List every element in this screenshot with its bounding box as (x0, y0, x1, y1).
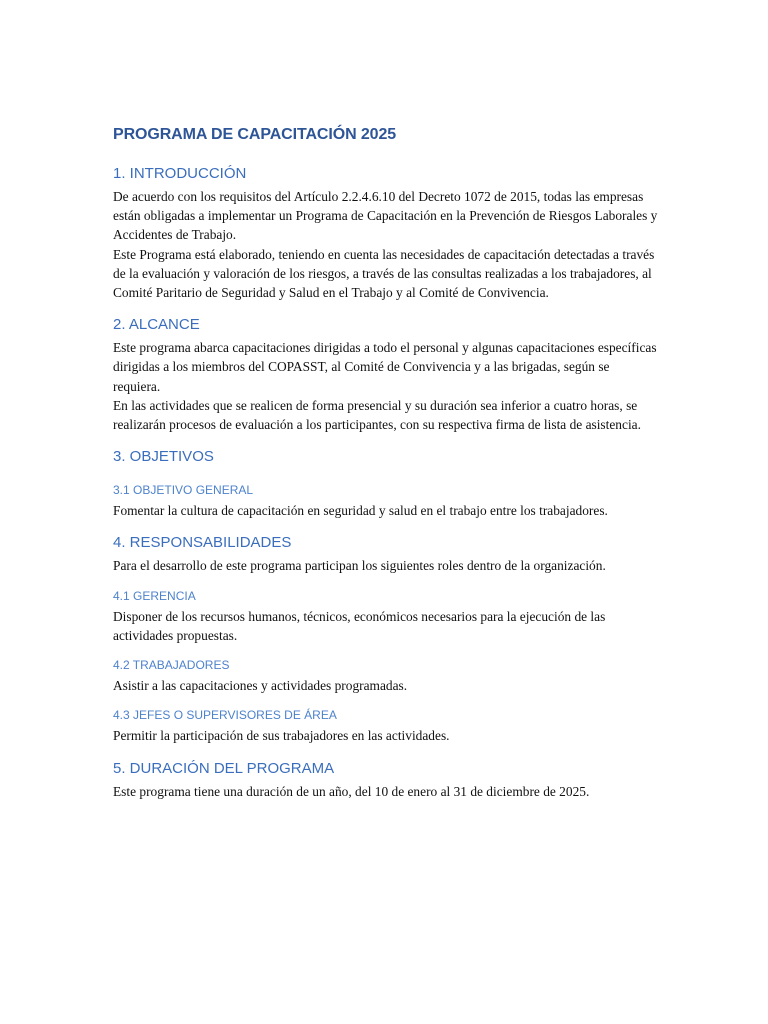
paragraph: Este Programa está elaborado, teniendo en cuenta las necesidades de capacitación detectadas a través de la evaluación y valoración de los riesgos, a través de las consultas realizadas a los trabajadores, al Comité Paritario de Seguridad y Salud en el Trabajo y al Comité de Convivencia. (113, 246, 655, 301)
paragraph: Fomentar la cultura de capacitación en seguridad y salud en el trabajo entre los trabajadores. (113, 503, 608, 519)
document-page (113, 125, 658, 815)
paragraph: Asistir a las capacitaciones y actividades programadas. (113, 678, 408, 694)
section-objetivos (113, 447, 658, 520)
section-heading: 3. OBJETIVOS (113, 448, 214, 466)
section-introduccion (113, 164, 658, 302)
subsection-jefes (113, 707, 658, 745)
section-responsabilidades (113, 533, 658, 745)
paragraph: Para el desarrollo de este programa participan los siguientes roles dentro de la organización. (113, 558, 606, 574)
subsection-gerencia (113, 588, 658, 645)
section-heading: 4. RESPONSABILIDADES (113, 534, 292, 552)
document-title: PROGRAMA DE CAPACITACIÓN 2025 (113, 126, 397, 143)
section-duracion (113, 759, 658, 801)
section-heading: 1. INTRODUCCIÓN (113, 165, 247, 182)
section-heading: 5. DURACIÓN DEL PROGRAMA (113, 760, 335, 778)
subsection-trabajadores (113, 657, 658, 695)
paragraph: Disponer de los recursos humanos, técnicos, económicos necesarios para la ejecución de las actividades propuestas. (113, 608, 606, 643)
paragraph: En las actividades que se realicen de forma presencial y su duración sea inferior a cuatro horas, se realizarán procesos de evaluación a los participantes, con su respectiva firma de lista de asistencia. (113, 397, 641, 433)
paragraph: Permitir la participación de sus trabajadores en las actividades. (113, 728, 450, 744)
subsection-heading: 4.3 JEFES O SUPERVISORES DE ÁREA (113, 708, 337, 723)
paragraph: Este programa abarca capacitaciones dirigidas a todo el personal y algunas capacitaciones específicas dirigidas a los miembros del COPASST, al Comité de Convivencia y a las brigadas, según se requiera. (113, 340, 657, 394)
subsection-heading: 4.2 TRABAJADORES (113, 658, 230, 673)
subsection-heading: 3.1 OBJETIVO GENERAL (113, 483, 254, 498)
paragraph: De acuerdo con los requisitos del Artículo 2.2.4.6.10 del Decreto 1072 de 2015, todas las empresas están obligadas a implementar un Programa de Capacitación en la Prevención de Riesgos Laborales y Accidentes de Trabajo. (113, 189, 658, 243)
paragraph: Este programa tiene una duración de un año, del 10 de enero al 31 de diciembre de 2025. (113, 784, 590, 800)
section-alcance (113, 315, 658, 434)
subsection-heading: 4.1 GERENCIA (113, 588, 196, 603)
section-heading: 2. ALCANCE (113, 316, 200, 334)
